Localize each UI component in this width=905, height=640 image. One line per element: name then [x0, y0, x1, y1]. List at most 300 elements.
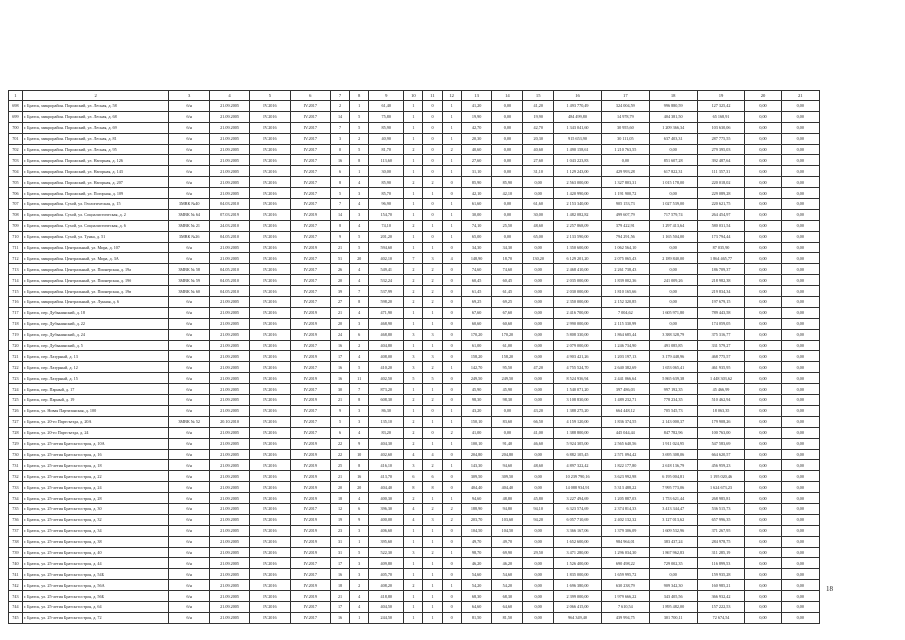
table-cell: 72 674,54 — [697, 612, 745, 623]
table-cell: 3 — [404, 362, 423, 373]
table-cell: 1 — [423, 525, 442, 536]
table-cell: 2 075 065,43 — [601, 253, 649, 264]
table-cell: IV.2017 — [290, 384, 330, 395]
table-cell: 83,20 — [369, 427, 404, 438]
table-cell: IV.2016 — [250, 612, 290, 623]
row-number-cell: 724 — [9, 384, 23, 395]
table-row — [9, 253, 820, 264]
table-cell: 21.09.2005 — [209, 493, 249, 504]
table-cell: 705 545,73 — [649, 405, 697, 416]
table-cell: 580 031,54 — [697, 220, 745, 231]
table-cell: IV.2016 — [250, 591, 290, 602]
table-cell: 173 794,44 — [697, 231, 745, 242]
table-cell: 16 — [330, 373, 349, 384]
table-cell: IV.2019 — [290, 536, 330, 547]
table-cell: 0,00 — [492, 166, 523, 177]
table-cell: 2 — [423, 547, 442, 558]
address-cell: г. Братск, ул. 20-го Партсъезда, д. 24 — [22, 427, 169, 438]
table-cell: б/н — [169, 133, 209, 144]
table-cell: 2 — [404, 297, 423, 308]
table-cell: 468 775,57 — [697, 351, 745, 362]
table-cell: 21.09.2005 — [209, 373, 249, 384]
table-cell: 1 810 165,66 — [601, 286, 649, 297]
table-cell: 0,00 — [781, 373, 819, 384]
table-cell: 21.09.2005 — [209, 591, 249, 602]
table-cell: 24 — [330, 329, 349, 340]
table-cell: 160 985,21 — [697, 580, 745, 591]
table-cell: 4 — [423, 449, 442, 460]
table-cell: 0,00 — [649, 318, 697, 329]
table-cell: 2 — [442, 144, 461, 155]
table-cell: 1 — [404, 384, 423, 395]
row-number-cell: 741 — [9, 569, 23, 580]
table-cell: 3 — [350, 209, 369, 220]
table-cell: 19 — [330, 514, 349, 525]
table-cell: 14 978,79 — [601, 111, 649, 122]
table-cell: IV.2016 — [250, 242, 290, 253]
row-number-cell: 740 — [9, 558, 23, 569]
table-cell: 2 565 640,56 — [601, 438, 649, 449]
table-cell: 16 — [330, 612, 349, 623]
table-cell: 21.09.2005 — [209, 438, 249, 449]
table-row — [9, 384, 820, 395]
table-cell: 130,20 — [523, 253, 554, 264]
table-cell: 45 466,99 — [697, 384, 745, 395]
table-row — [9, 155, 820, 166]
table-cell: 67,60 — [461, 307, 492, 318]
table-cell: 249,50 — [492, 373, 523, 384]
table-row — [9, 133, 820, 144]
table-cell: 0,00 — [523, 580, 554, 591]
table-cell: 0 — [442, 569, 461, 580]
table-cell: IV.2016 — [250, 362, 290, 373]
table-cell: 0,00 — [523, 318, 554, 329]
table-cell: 0,00 — [745, 122, 781, 133]
table-cell: 404,50 — [369, 601, 404, 612]
table-cell: IV.2019 — [290, 471, 330, 482]
table-cell: 0 — [442, 373, 461, 384]
table-cell: 0,00 — [523, 329, 554, 340]
row-number-cell: 718 — [9, 318, 23, 329]
table-cell: 630 238,79 — [601, 580, 649, 591]
table-cell: 0,00 — [492, 405, 523, 416]
table-cell: 1 — [423, 242, 442, 253]
table-cell: 188,90 — [461, 503, 492, 514]
table-cell: 21 — [330, 242, 349, 253]
table-cell: 3 — [350, 188, 369, 199]
table-cell: 2 416 700,00 — [554, 307, 602, 318]
table-cell: 0,00 — [649, 242, 697, 253]
table-cell: 311 285,19 — [697, 547, 745, 558]
table-cell: 16 — [330, 155, 349, 166]
table-cell: 21.09.2005 — [209, 111, 249, 122]
table-cell: 18,70 — [492, 253, 523, 264]
table-cell: 2 — [404, 286, 423, 297]
table-cell: 1 864 685,44 — [601, 329, 649, 340]
table-cell: 0,00 — [523, 297, 554, 308]
table-cell: 21.09.2005 — [209, 580, 249, 591]
table-cell: 0,00 — [745, 264, 781, 275]
table-cell: 0,00 — [781, 601, 819, 612]
table-cell: 1 165 504,00 — [649, 231, 697, 242]
table-cell: 0 — [442, 558, 461, 569]
table-cell: 54,20 — [492, 580, 523, 591]
table-cell: 2 — [350, 340, 369, 351]
table-cell: 20 — [350, 253, 369, 264]
table-cell: 366 932,42 — [697, 591, 745, 602]
table-cell: 31,10 — [461, 166, 492, 177]
address-cell: г. Братск, микрорайон. Порожский, ул. Нагорная, д. 143 — [22, 166, 169, 177]
table-cell: IV.2019 — [290, 329, 330, 340]
table-cell: 21 — [330, 471, 349, 482]
table-cell: 04.03.2010 — [209, 199, 249, 210]
table-cell: IV.2017 — [290, 264, 330, 275]
row-number-cell: 706 — [9, 188, 23, 199]
table-cell: 75,80 — [369, 111, 404, 122]
table-cell: 9 — [330, 231, 349, 242]
table-cell: б/н — [169, 101, 209, 112]
table-cell: 2 — [404, 427, 423, 438]
table-cell: 2 374 814,33 — [601, 503, 649, 514]
table-cell: 0,00 — [781, 427, 819, 438]
table-cell: IV.2016 — [250, 427, 290, 438]
row-number-cell: 728 — [9, 427, 23, 438]
table-cell: 201,20 — [369, 231, 404, 242]
column-number-cell: 1 — [9, 91, 23, 101]
table-cell: 3 — [350, 525, 369, 536]
table-row — [9, 307, 820, 318]
table-cell: 0,00 — [649, 286, 697, 297]
table-row — [9, 395, 820, 406]
table-cell: 3МВК № 21 — [169, 220, 209, 231]
table-cell: IV.2016 — [250, 503, 290, 514]
table-cell: 0 — [442, 525, 461, 536]
table-cell: IV.2017 — [290, 275, 330, 286]
address-cell: г. Братск, пер. Лазурный, д. 12 — [22, 362, 169, 373]
table-cell: 0,00 — [781, 286, 819, 297]
table-cell: 964 349,40 — [554, 612, 602, 623]
table-cell: 371 267,95 — [697, 525, 745, 536]
table-cell: IV.2016 — [250, 264, 290, 275]
table-cell: 1 540 071,20 — [554, 384, 602, 395]
table-cell: 1 — [423, 536, 442, 547]
table-cell: 0,00 — [745, 362, 781, 373]
table-cell: IV.2017 — [290, 297, 330, 308]
table-cell: 23 — [330, 525, 349, 536]
table-cell: 484 499,80 — [554, 111, 602, 122]
table-cell: 1 209 366,34 — [649, 122, 697, 133]
table-cell: б/н — [169, 591, 209, 602]
table-cell: 21.09.2005 — [209, 177, 249, 188]
table-cell: 0,00 — [492, 101, 523, 112]
address-cell: г. Братск, ул. 25-летия Братскгэсстроя, д. 56А — [22, 580, 169, 591]
table-cell: 20,30 — [461, 133, 492, 144]
row-number-cell: 722 — [9, 362, 23, 373]
table-cell: IV.2017 — [290, 362, 330, 373]
table-cell: 2 — [404, 275, 423, 286]
table-cell: 20 — [330, 275, 349, 286]
table-cell: IV.2016 — [250, 144, 290, 155]
table-cell: 0,00 — [523, 340, 554, 351]
row-number-cell: 729 — [9, 438, 23, 449]
table-cell: 1 015 178,00 — [649, 177, 697, 188]
table-row — [9, 351, 820, 362]
table-cell: 0,00 — [781, 111, 819, 122]
table-cell: 0 — [423, 209, 442, 220]
table-cell: 60,45 — [492, 275, 523, 286]
table-cell: 0,00 — [745, 384, 781, 395]
table-cell: 25,50 — [492, 220, 523, 231]
table-cell: 20 — [330, 482, 349, 493]
table-cell: 60,60 — [461, 318, 492, 329]
table-cell: б/н — [169, 384, 209, 395]
table-cell: 3МВК № 60 — [169, 286, 209, 297]
table-cell: 1 979 666,22 — [601, 591, 649, 602]
table-cell: 16 — [350, 471, 369, 482]
table-cell: 2 618 136,79 — [649, 460, 697, 471]
table-cell: 174 059,05 — [697, 318, 745, 329]
table-cell: 664 620,57 — [697, 449, 745, 460]
table-cell: 17 — [330, 601, 349, 612]
table-cell: 1 489 232,71 — [601, 395, 649, 406]
table-cell: 21 — [330, 395, 349, 406]
table-cell: 127 325,42 — [697, 101, 745, 112]
table-cell: 0,00 — [745, 199, 781, 210]
table-cell: б/н — [169, 482, 209, 493]
table-cell: 103,60 — [492, 514, 523, 525]
table-cell: IV.2016 — [250, 601, 290, 612]
table-cell: 2 — [350, 133, 369, 144]
row-number-cell: 743 — [9, 591, 23, 602]
table-cell: 0,00 — [745, 493, 781, 504]
table-cell: 4 — [350, 493, 369, 504]
row-number-cell: 735 — [9, 503, 23, 514]
table-cell: 100,10 — [461, 438, 492, 449]
table-cell: б/н — [169, 558, 209, 569]
table-cell: 39 — [330, 286, 349, 297]
table-cell: IV.2016 — [250, 547, 290, 558]
table-cell: 17 — [330, 351, 349, 362]
table-cell: б/н — [169, 536, 209, 547]
table-cell: 3 366 167,06 — [554, 525, 602, 536]
table-cell: 0 — [442, 177, 461, 188]
table-cell: 21 — [330, 591, 349, 602]
address-cell: г. Братск, ул. 25-летия Братскгэсстроя, д. 40 — [22, 547, 169, 558]
table-cell: 4 — [442, 253, 461, 264]
table-cell: 301 700,11 — [649, 612, 697, 623]
table-cell: 8 524 936,94 — [554, 373, 602, 384]
table-cell: 8 — [423, 482, 442, 493]
table-cell: 07.03.2019 — [209, 209, 249, 220]
table-cell: 66,50 — [523, 416, 554, 427]
table-cell: 400,30 — [369, 493, 404, 504]
table-cell: 2 — [423, 503, 442, 514]
table-cell: 794 291,56 — [601, 231, 649, 242]
table-cell: 45,80 — [523, 493, 554, 504]
table-cell: 16 — [330, 362, 349, 373]
table-cell: 60,45 — [461, 275, 492, 286]
table-cell: б/н — [169, 242, 209, 253]
table-cell: 74,60 — [492, 264, 523, 275]
table-cell: 402,50 — [369, 373, 404, 384]
table-cell: 657 996,35 — [697, 514, 745, 525]
table-cell: 0,00 — [745, 340, 781, 351]
table-cell: 402,60 — [369, 449, 404, 460]
table-cell: IV.2016 — [250, 482, 290, 493]
table-cell: 0,00 — [781, 482, 819, 493]
table-row — [9, 101, 820, 112]
table-cell: 1 — [404, 558, 423, 569]
table-cell: 9 — [350, 438, 369, 449]
row-number-cell: 745 — [9, 612, 23, 623]
table-cell: 1 203 197,13 — [601, 351, 649, 362]
table-cell: 6 057 710,69 — [554, 514, 602, 525]
table-cell: 04.05.2010 — [209, 275, 249, 286]
table-cell: 1 — [404, 569, 423, 580]
table-cell: 21.09.2005 — [209, 253, 249, 264]
table-cell: 85,90 — [369, 177, 404, 188]
table-cell: 0,00 — [523, 286, 554, 297]
table-cell: 21.09.2005 — [209, 460, 249, 471]
table-cell: 1 — [423, 591, 442, 602]
table-cell: 0,00 — [649, 144, 697, 155]
table-cell: 86,30 — [369, 405, 404, 416]
table-cell: 4 — [350, 264, 369, 275]
table-cell: 3 179 448,96 — [649, 351, 697, 362]
table-cell: 0 — [442, 188, 461, 199]
table-cell: 0,00 — [781, 493, 819, 504]
table-cell: 0,00 — [745, 297, 781, 308]
table-cell: IV.2017 — [290, 416, 330, 427]
table-cell: 3 — [404, 547, 423, 558]
table-cell: 0,00 — [781, 384, 819, 395]
table-cell: 0,00 — [781, 416, 819, 427]
table-cell: 375 316,77 — [697, 329, 745, 340]
table-cell: 67,60 — [492, 307, 523, 318]
table-cell: 1 — [404, 188, 423, 199]
table-cell: 26 — [330, 264, 349, 275]
table-cell: IV.2017 — [290, 220, 330, 231]
row-number-cell: 714 — [9, 275, 23, 286]
table-cell: IV.2016 — [250, 460, 290, 471]
table-cell: 7 995 773,06 — [649, 482, 697, 493]
table-cell: 25 — [330, 460, 349, 471]
table-cell: 2 — [423, 362, 442, 373]
table-cell: 996 880,59 — [649, 101, 697, 112]
table-cell: IV.2017 — [290, 122, 330, 133]
table-cell: 1 490 158,61 — [554, 144, 602, 155]
table-cell: 0 — [423, 405, 442, 416]
table-cell: 1 — [442, 166, 461, 177]
address-cell: г. Братск, ул. 25-летия Братскгэсстроя, д. 54Б — [22, 569, 169, 580]
table-cell: 54,60 — [461, 569, 492, 580]
table-cell: 21.09.2005 — [209, 340, 249, 351]
table-cell: 324 004,59 — [601, 101, 649, 112]
table-cell: IV.2016 — [250, 199, 290, 210]
table-cell: б/н — [169, 525, 209, 536]
table-cell: 2 — [350, 580, 369, 591]
table-cell: 46,20 — [492, 558, 523, 569]
table-cell: 1 350 600,00 — [554, 242, 602, 253]
table-cell: 46,20 — [461, 558, 492, 569]
table-cell: 0,00 — [781, 209, 819, 220]
table-cell: 3МВК № 64 — [169, 209, 209, 220]
table-cell: IV.2017 — [290, 601, 330, 612]
table-cell: 19,90 — [461, 111, 492, 122]
table-cell: 1 — [404, 242, 423, 253]
table-cell: 408,00 — [369, 351, 404, 362]
table-cell: 1 895 482,00 — [649, 601, 697, 612]
table-cell: 21.09.2005 — [209, 612, 249, 623]
table-row — [9, 427, 820, 438]
table-cell: 1 297 413,64 — [649, 220, 697, 231]
table-cell: 3МВК №40 — [169, 199, 209, 210]
address-cell: г. Братск, ул. 25-летия Братскгэсстроя, д. 64 — [22, 601, 169, 612]
table-cell: 0,00 — [745, 591, 781, 602]
table-cell: 91,40 — [492, 438, 523, 449]
table-cell: 3 — [350, 416, 369, 427]
table-cell: 6 882 105,45 — [554, 449, 602, 460]
table-cell: 279 395,03 — [697, 144, 745, 155]
address-cell: г. Братск, микрорайон. Порожский, ул. Лесная, д. 69 — [22, 122, 169, 133]
table-cell: 96,90 — [369, 199, 404, 210]
table-cell: 383 437,24 — [649, 536, 697, 547]
table-cell: 45,90 — [492, 384, 523, 395]
table-cell: 1 — [423, 569, 442, 580]
table-cell: IV.2016 — [250, 471, 290, 482]
table-cell: 0 — [442, 340, 461, 351]
table-cell: 1 — [423, 188, 442, 199]
table-cell: 0,00 — [781, 155, 819, 166]
row-number-cell: 708 — [9, 209, 23, 220]
table-cell: 0,00 — [745, 144, 781, 155]
table-cell: 0,00 — [781, 547, 819, 558]
table-cell: 429 993,28 — [601, 166, 649, 177]
table-cell: 0,00 — [781, 449, 819, 460]
document-page — [8, 90, 820, 624]
table-cell: 1 — [404, 307, 423, 318]
address-cell: г. Братск, пер. Лазурный, д. 13 — [22, 351, 169, 362]
table-cell: 395,60 — [369, 536, 404, 547]
table-row — [9, 449, 820, 460]
table-cell: 0,00 — [745, 133, 781, 144]
table-cell: 244,50 — [369, 612, 404, 623]
table-cell: 532,24 — [369, 275, 404, 286]
table-cell: IV.2016 — [250, 405, 290, 416]
table-cell: IV.2017 — [290, 405, 330, 416]
table-cell: 16 — [330, 569, 349, 580]
table-cell: 915 653,90 — [554, 133, 602, 144]
table-cell: 94,80 — [492, 503, 523, 514]
table-cell: 6 — [330, 166, 349, 177]
row-number-cell: 726 — [9, 405, 23, 416]
table-cell: 1 — [350, 101, 369, 112]
table-cell: IV.2019 — [290, 525, 330, 536]
row-number-cell: 701 — [9, 133, 23, 144]
row-number-cell: 733 — [9, 482, 23, 493]
table-cell: IV.2016 — [250, 166, 290, 177]
table-cell: 2 — [423, 297, 442, 308]
table-cell: IV.2017 — [290, 558, 330, 569]
table-cell: 3 — [404, 351, 423, 362]
address-cell: г. Братск, пер. Дубынинский, д. 24 — [22, 329, 169, 340]
table-cell: 21.09.2005 — [209, 547, 249, 558]
table-cell: 85,90 — [492, 177, 523, 188]
table-cell: IV.2016 — [250, 275, 290, 286]
table-cell: 2 030 000,00 — [554, 286, 602, 297]
table-cell: 30,00 — [523, 209, 554, 220]
table-cell: 61,60 — [523, 199, 554, 210]
